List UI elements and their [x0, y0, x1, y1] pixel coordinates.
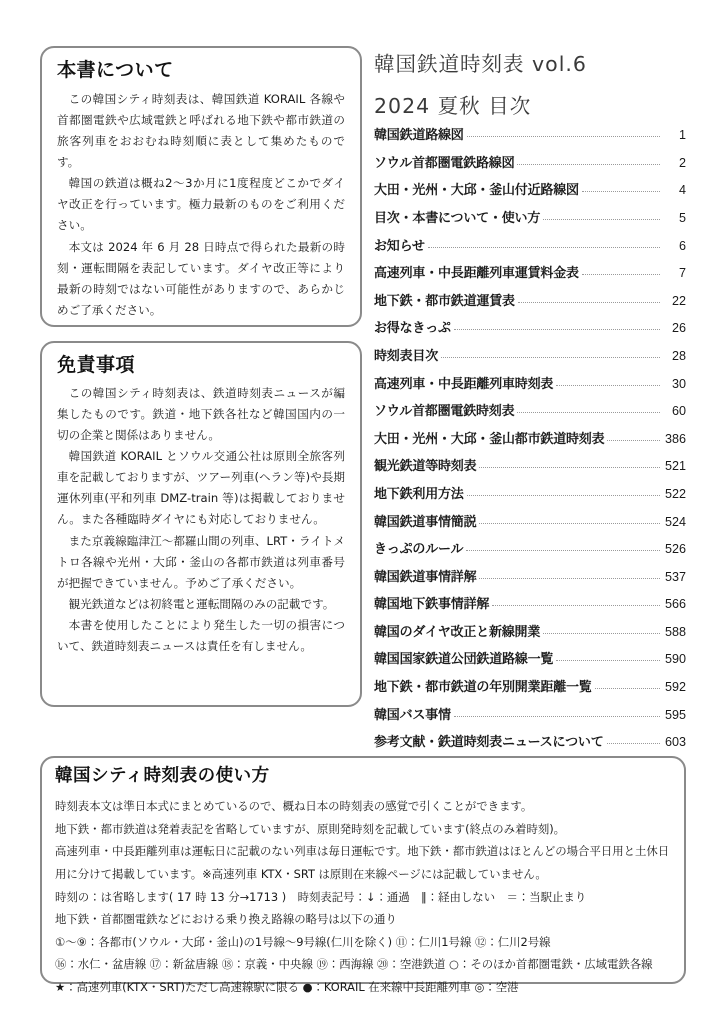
- toc-list: [374, 129, 686, 791]
- toc-entry-page-number: 26: [671, 321, 686, 336]
- toc-entry[interactable]: [374, 653, 686, 681]
- usage-line: 地下鉄・都市鉄道は発着表記を省略していますが、原則発時刻を記載しています(終点のみ着時刻)。: [55, 821, 566, 836]
- toc-entry-label: 韓国のダイヤ改正と新線開業: [374, 624, 541, 640]
- about-panel: [40, 46, 362, 327]
- disclaimer-panel: [40, 341, 362, 707]
- toc-entry-page-number: 590: [664, 652, 686, 667]
- toc-entry[interactable]: [374, 157, 686, 185]
- toc-leader-dots: [556, 385, 660, 386]
- toc-entry-page-number: 30: [671, 376, 686, 391]
- toc-entry-page-number: 386: [664, 431, 686, 446]
- toc-leader-dots: [479, 467, 660, 468]
- toc-entry-label: ソウル首都圏電鉄時刻表: [374, 404, 515, 420]
- disclaimer-paragraph: 韓国鉄道 KORAIL とソウル交通公社は原則全旅客列車を記載しておりますが、ツアー列車(ヘラン等)や長期運休列車(平和列車 DMZ-train 等)は掲載しておりません。また各種臨時ダイヤにも対応しておりません。: [57, 449, 345, 527]
- toc-leader-dots: [492, 605, 660, 606]
- disclaimer-panel-title: 免責事項: [57, 354, 136, 376]
- toc-entry-label: 高速列車・中長距離列車運賃料金表: [374, 266, 579, 282]
- toc-entry-label: 地下鉄利用方法: [374, 486, 464, 502]
- disclaimer-paragraph: また京義線臨津江～都羅山間の列車、LRT・ライトメトロ各線や光州・大邱・釜山の各都市鉄道は列車番号が把握できていません。予めご了承ください。: [57, 533, 345, 590]
- toc-leader-dots: [582, 191, 660, 192]
- document-subtitle: 2024 夏秋 目次: [374, 93, 532, 118]
- toc-entry-page-number: 4: [678, 183, 686, 198]
- toc-entry[interactable]: [374, 378, 686, 406]
- toc-leader-dots: [441, 357, 660, 358]
- toc-entry-label: お得なきっぷ: [374, 321, 451, 337]
- toc-entry[interactable]: [374, 626, 686, 654]
- toc-entry[interactable]: [374, 212, 686, 240]
- toc-leader-dots: [517, 412, 660, 413]
- usage-panel-title: 韓国シティ時刻表の使い方: [55, 766, 270, 786]
- toc-leader-dots: [582, 274, 660, 275]
- toc-entry-page-number: 5: [678, 210, 686, 225]
- usage-panel-body: [55, 795, 671, 998]
- toc-leader-dots: [466, 550, 660, 551]
- toc-entry-label: 韓国鉄道事情詳解: [374, 569, 477, 585]
- toc-entry[interactable]: [374, 350, 686, 378]
- about-paragraph: この韓国シティ時刻表は、韓国鉄道 KORAIL 各線や首都圏電鉄や広域電鉄と呼ばれる地下鉄や都市鉄道の旅客列車をおおむね時刻順に表として集めたものです。: [57, 91, 345, 170]
- toc-entry[interactable]: [374, 405, 686, 433]
- toc-leader-dots: [454, 716, 660, 717]
- toc-entry[interactable]: [374, 488, 686, 516]
- toc-entry-label: 高速列車・中長距離列車時刻表: [374, 376, 554, 392]
- about-panel-title: 本書について: [57, 59, 174, 81]
- toc-entry[interactable]: [374, 322, 686, 350]
- toc-entry-page-number: 592: [664, 680, 686, 695]
- toc-entry-page-number: 28: [671, 348, 686, 363]
- toc-entry-page-number: 524: [664, 514, 686, 529]
- toc-leader-dots: [479, 523, 660, 524]
- toc-entry-page-number: 588: [664, 624, 686, 639]
- toc-entry[interactable]: [374, 543, 686, 571]
- usage-line-linecodes: ⑯：水仁・盆唐線 ⑰：新盆唐線 ⑱：京義・中央線 ⑲：西海線 ⑳：空港鉄道 ○：そのほか首都圏電鉄・広域電鉄各線 ★：高速列車(KTX・SRT)ただし高速線駅に限る ●：KORAIL 在来線中長距離列車 ◎：空港: [55, 957, 653, 994]
- toc-entry-page-number: 7: [678, 266, 686, 281]
- toc-entry[interactable]: [374, 129, 686, 157]
- toc-entry[interactable]: [374, 184, 686, 212]
- toc-leader-dots: [454, 329, 660, 330]
- toc-leader-dots: [607, 743, 661, 744]
- toc-entry-label: 時刻表目次: [374, 348, 439, 364]
- toc-entry-label: きっぷのルール: [374, 542, 464, 558]
- toc-entry-page-number: 521: [664, 459, 686, 474]
- toc-entry-label: 参考文献・鉄道時刻表ニュースについて: [374, 735, 604, 751]
- toc-entry-label: お知らせ: [374, 238, 425, 254]
- toc-entry[interactable]: [374, 267, 686, 295]
- usage-line-symbols: 時刻の：は省略します( 17 時 13 分→1713 ) 時刻表記号：↓：通過 ‖：経由しない ＝：当駅止まり: [55, 889, 587, 904]
- toc-leader-dots: [479, 578, 660, 579]
- toc-leader-dots: [428, 247, 660, 248]
- toc-entry-label: 地下鉄・都市鉄道運賃表: [374, 293, 515, 309]
- toc-entry[interactable]: [374, 240, 686, 268]
- toc-entry[interactable]: [374, 571, 686, 599]
- toc-entry-page-number: 1: [678, 128, 686, 143]
- toc-entry-label: 観光鉄道等時刻表: [374, 459, 477, 475]
- toc-entry-page-number: 522: [664, 486, 686, 501]
- toc-leader-dots: [467, 136, 660, 137]
- toc-entry-label: ソウル首都圏電鉄路線図: [374, 155, 515, 171]
- toc-leader-dots: [543, 633, 660, 634]
- toc-entry-label: 韓国地下鉄事情詳解: [374, 597, 490, 613]
- document-title: 韓国鉄道時刻表 vol.6: [374, 52, 587, 76]
- toc-leader-dots: [595, 688, 660, 689]
- toc-entry[interactable]: [374, 516, 686, 544]
- toc-entry-label: 地下鉄・都市鉄道の年別開業距離一覧: [374, 680, 592, 696]
- toc-entry-label: 大田・光州・大邱・釜山都市鉄道時刻表: [374, 431, 605, 447]
- toc-entry[interactable]: [374, 598, 686, 626]
- toc-entry-page-number: 6: [678, 238, 686, 253]
- toc-entry-label: 韓国バス事情: [374, 707, 451, 723]
- toc-entry[interactable]: [374, 460, 686, 488]
- toc-entry-page-number: 595: [664, 707, 686, 722]
- disclaimer-paragraph: この韓国シティ時刻表は、鉄道時刻表ニュースが編集したものです。鉄道・地下鉄各社など韓国国内の一切の企業と関係はありません。: [57, 385, 345, 443]
- toc-entry-label: 韓国鉄道路線図: [374, 128, 464, 144]
- toc-entry-page-number: 2: [678, 155, 686, 170]
- toc-entry-label: 韓国国家鉄道公団鉄道路線一覧: [374, 652, 554, 668]
- usage-line: 地下鉄・首都圏電鉄などにおける乗り換え路線の略号は以下の通り: [55, 912, 397, 927]
- toc-leader-dots: [517, 164, 660, 165]
- toc-entry-label: 韓国鉄道事情簡説: [374, 514, 477, 530]
- usage-line-linecodes: ①～⑨：各都市(ソウル・大邱・釜山)の1号線～9号線(仁川を除く) ⑪：仁川1号線 ⑫：仁川2号線: [55, 934, 551, 949]
- toc-leader-dots: [556, 660, 660, 661]
- toc-entry-page-number: 537: [664, 569, 686, 584]
- toc-entry-page-number: 22: [671, 293, 686, 308]
- toc-entry-label: 目次・本書について・使い方: [374, 210, 541, 226]
- about-paragraph: 本文は 2024 年 6 月 28 日時点で得られた最新の時刻・運転間隔を表記しています。ダイヤ改正等により最新の時刻ではない可能性がありますので、あらかじめご了承ください。: [57, 239, 345, 317]
- toc-entry-page-number: 566: [664, 597, 686, 612]
- disclaimer-panel-body: [57, 383, 345, 657]
- toc-leader-dots: [467, 495, 660, 496]
- toc-leader-dots: [518, 302, 660, 303]
- toc-entry-label: 大田・光州・大邱・釜山付近路線図: [374, 183, 579, 199]
- about-panel-body: [57, 89, 345, 321]
- toc-entry-page-number: 603: [664, 735, 686, 750]
- disclaimer-paragraph: 本書を使用したことにより発生した一切の損害について、鉄道時刻表ニュースは責任を有しません。: [57, 617, 345, 654]
- usage-panel: [40, 756, 686, 994]
- usage-line: 高速列車・中長距離列車は運転日に記載のない列車は毎日運転です。地下鉄・都市鉄道はほとんどの場合平日用と土休日用に分けて掲載しています。※高速列車 KTX・SRT は原則在来線ページには記載していません。: [55, 844, 670, 881]
- toc-entry[interactable]: [374, 295, 686, 323]
- toc-entry[interactable]: [374, 709, 686, 737]
- toc-entry[interactable]: [374, 433, 686, 461]
- toc-entry[interactable]: [374, 681, 686, 709]
- disclaimer-paragraph: 観光鉄道などは初終電と運転間隔のみの記載です。: [68, 596, 335, 611]
- toc-entry-page-number: 526: [664, 542, 686, 557]
- usage-line: 時刻表本文は準日本式にまとめているので、概ね日本の時刻表の感覚で引くことができます。: [55, 799, 533, 814]
- table-of-contents: [374, 52, 686, 791]
- toc-leader-dots: [607, 440, 660, 441]
- about-paragraph: 韓国の鉄道は概ね2～3か月に1度程度どこかでダイヤ改正を行っています。極力最新のものをご利用ください。: [57, 176, 345, 233]
- toc-leader-dots: [543, 219, 660, 220]
- toc-entry-page-number: 60: [671, 404, 686, 419]
